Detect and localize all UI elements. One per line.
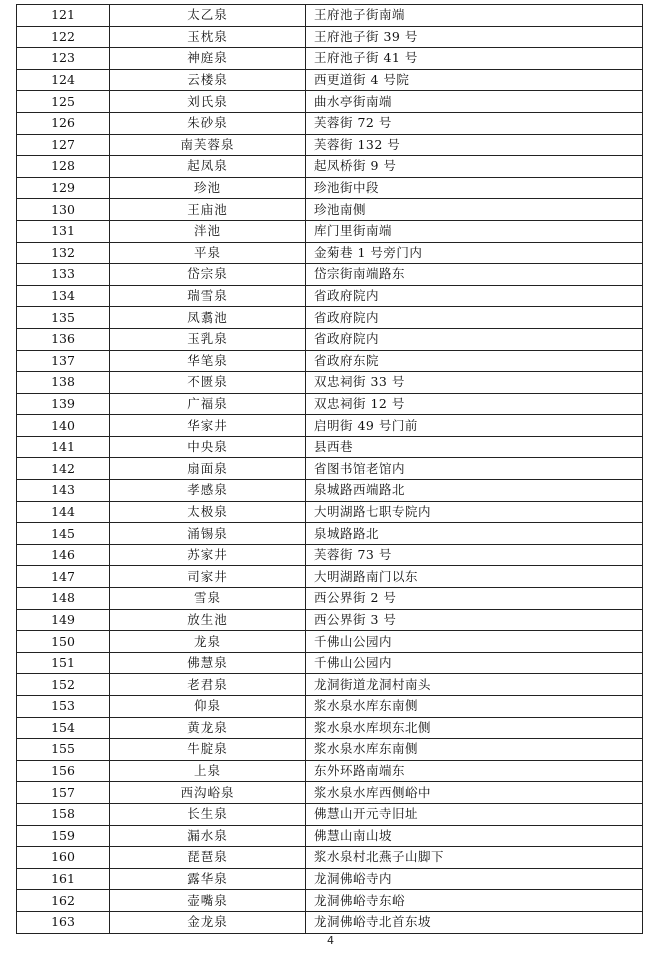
table-row bbox=[17, 393, 643, 415]
spring-location-cell: 泉城路路北 bbox=[306, 523, 643, 545]
spring-name-cell: 南芙蓉泉 bbox=[110, 134, 306, 156]
spring-location-cell: 县西巷 bbox=[306, 436, 643, 458]
row-number-cell: 144 bbox=[17, 501, 110, 523]
row-number-cell: 155 bbox=[17, 739, 110, 761]
spring-name-cell: 云楼泉 bbox=[110, 69, 306, 91]
table-row bbox=[17, 350, 643, 372]
spring-location-cell: 芙蓉街 72 号 bbox=[306, 112, 643, 134]
table-row bbox=[17, 242, 643, 264]
row-number-cell: 147 bbox=[17, 566, 110, 588]
spring-location-cell: 佛慧山南山坡 bbox=[306, 825, 643, 847]
row-number-cell: 145 bbox=[17, 523, 110, 545]
spring-name-cell: 放生池 bbox=[110, 609, 306, 631]
row-number-cell: 131 bbox=[17, 220, 110, 242]
row-number-cell: 126 bbox=[17, 112, 110, 134]
table-row bbox=[17, 631, 643, 653]
spring-name-cell: 太极泉 bbox=[110, 501, 306, 523]
table-row bbox=[17, 911, 643, 933]
row-number-cell: 157 bbox=[17, 782, 110, 804]
row-number-cell: 163 bbox=[17, 911, 110, 933]
spring-location-cell: 省政府院内 bbox=[306, 307, 643, 329]
row-number-cell: 149 bbox=[17, 609, 110, 631]
spring-location-cell: 龙洞佛峪寺东峪 bbox=[306, 890, 643, 912]
spring-name-cell: 雪泉 bbox=[110, 588, 306, 610]
row-number-cell: 129 bbox=[17, 177, 110, 199]
spring-location-cell: 东外环路南端东 bbox=[306, 760, 643, 782]
table-row bbox=[17, 48, 643, 70]
row-number-cell: 154 bbox=[17, 717, 110, 739]
table-row bbox=[17, 285, 643, 307]
spring-location-cell: 珍池南侧 bbox=[306, 199, 643, 221]
spring-location-cell: 芙蓉街 132 号 bbox=[306, 134, 643, 156]
spring-location-cell: 浆水泉水库东南侧 bbox=[306, 696, 643, 718]
row-number-cell: 150 bbox=[17, 631, 110, 653]
table-row bbox=[17, 501, 643, 523]
row-number-cell: 124 bbox=[17, 69, 110, 91]
row-number-cell: 156 bbox=[17, 760, 110, 782]
spring-name-cell: 壶嘴泉 bbox=[110, 890, 306, 912]
row-number-cell: 146 bbox=[17, 544, 110, 566]
spring-location-cell: 龙洞佛峪寺内 bbox=[306, 868, 643, 890]
spring-name-cell: 王庙池 bbox=[110, 199, 306, 221]
table-row bbox=[17, 652, 643, 674]
row-number-cell: 125 bbox=[17, 91, 110, 113]
spring-name-cell: 扇面泉 bbox=[110, 458, 306, 480]
row-number-cell: 134 bbox=[17, 285, 110, 307]
spring-location-cell: 大明湖路七职专院内 bbox=[306, 501, 643, 523]
table-row bbox=[17, 458, 643, 480]
page-number: 4 bbox=[327, 934, 334, 947]
spring-location-cell: 省图书馆老馆内 bbox=[306, 458, 643, 480]
spring-list-table bbox=[16, 4, 643, 934]
row-number-cell: 142 bbox=[17, 458, 110, 480]
spring-location-cell: 西公界街 3 号 bbox=[306, 609, 643, 631]
row-number-cell: 160 bbox=[17, 847, 110, 869]
table-row bbox=[17, 480, 643, 502]
spring-name-cell: 西沟峪泉 bbox=[110, 782, 306, 804]
row-number-cell: 122 bbox=[17, 26, 110, 48]
spring-location-cell: 大明湖路南门以东 bbox=[306, 566, 643, 588]
table-row bbox=[17, 782, 643, 804]
spring-name-cell: 黄龙泉 bbox=[110, 717, 306, 739]
row-number-cell: 158 bbox=[17, 803, 110, 825]
table-row bbox=[17, 264, 643, 286]
spring-name-cell: 起凤泉 bbox=[110, 156, 306, 178]
spring-name-cell: 瑞雪泉 bbox=[110, 285, 306, 307]
table-row bbox=[17, 199, 643, 221]
spring-name-cell: 琵琶泉 bbox=[110, 847, 306, 869]
table-row bbox=[17, 696, 643, 718]
spring-location-cell: 省政府院内 bbox=[306, 285, 643, 307]
spring-name-cell: 玉乳泉 bbox=[110, 328, 306, 350]
spring-location-cell: 王府池子街 41 号 bbox=[306, 48, 643, 70]
row-number-cell: 141 bbox=[17, 436, 110, 458]
spring-name-cell: 广福泉 bbox=[110, 393, 306, 415]
table-row bbox=[17, 91, 643, 113]
table-row bbox=[17, 739, 643, 761]
spring-name-cell: 神庭泉 bbox=[110, 48, 306, 70]
spring-name-cell: 司家井 bbox=[110, 566, 306, 588]
spring-location-cell: 千佛山公园内 bbox=[306, 631, 643, 653]
table-row bbox=[17, 134, 643, 156]
row-number-cell: 135 bbox=[17, 307, 110, 329]
spring-name-cell: 华笔泉 bbox=[110, 350, 306, 372]
spring-location-cell: 王府池子街 39 号 bbox=[306, 26, 643, 48]
spring-list-body bbox=[17, 5, 643, 934]
table-row bbox=[17, 436, 643, 458]
row-number-cell: 152 bbox=[17, 674, 110, 696]
table-row bbox=[17, 760, 643, 782]
table-row bbox=[17, 609, 643, 631]
table-row bbox=[17, 868, 643, 890]
spring-name-cell: 老君泉 bbox=[110, 674, 306, 696]
table-row bbox=[17, 220, 643, 242]
table-row bbox=[17, 566, 643, 588]
spring-name-cell: 刘氏泉 bbox=[110, 91, 306, 113]
spring-name-cell: 佛慧泉 bbox=[110, 652, 306, 674]
spring-location-cell: 双忠祠街 33 号 bbox=[306, 372, 643, 394]
row-number-cell: 132 bbox=[17, 242, 110, 264]
spring-name-cell: 龙泉 bbox=[110, 631, 306, 653]
table-row bbox=[17, 372, 643, 394]
spring-location-cell: 浆水泉水库东南侧 bbox=[306, 739, 643, 761]
row-number-cell: 139 bbox=[17, 393, 110, 415]
table-row bbox=[17, 328, 643, 350]
spring-location-cell: 启明街 49 号门前 bbox=[306, 415, 643, 437]
spring-name-cell: 苏家井 bbox=[110, 544, 306, 566]
spring-location-cell: 库门里街南端 bbox=[306, 220, 643, 242]
spring-location-cell: 芙蓉街 73 号 bbox=[306, 544, 643, 566]
spring-name-cell: 上泉 bbox=[110, 760, 306, 782]
table-row bbox=[17, 674, 643, 696]
table-row bbox=[17, 112, 643, 134]
table-row bbox=[17, 415, 643, 437]
spring-location-cell: 双忠祠街 12 号 bbox=[306, 393, 643, 415]
row-number-cell: 159 bbox=[17, 825, 110, 847]
spring-location-cell: 西更道街 4 号院 bbox=[306, 69, 643, 91]
table-row bbox=[17, 5, 643, 27]
spring-name-cell: 华家井 bbox=[110, 415, 306, 437]
row-number-cell: 153 bbox=[17, 696, 110, 718]
spring-name-cell: 泮池 bbox=[110, 220, 306, 242]
table-row bbox=[17, 156, 643, 178]
spring-location-cell: 泉城路西端路北 bbox=[306, 480, 643, 502]
spring-name-cell: 漏水泉 bbox=[110, 825, 306, 847]
table-row bbox=[17, 890, 643, 912]
spring-location-cell: 金菊巷 1 号旁门内 bbox=[306, 242, 643, 264]
table-row bbox=[17, 307, 643, 329]
spring-name-cell: 珍池 bbox=[110, 177, 306, 199]
spring-name-cell: 露华泉 bbox=[110, 868, 306, 890]
row-number-cell: 143 bbox=[17, 480, 110, 502]
row-number-cell: 140 bbox=[17, 415, 110, 437]
row-number-cell: 136 bbox=[17, 328, 110, 350]
row-number-cell: 123 bbox=[17, 48, 110, 70]
spring-name-cell: 长生泉 bbox=[110, 803, 306, 825]
spring-location-cell: 西公界街 2 号 bbox=[306, 588, 643, 610]
row-number-cell: 133 bbox=[17, 264, 110, 286]
spring-name-cell: 玉枕泉 bbox=[110, 26, 306, 48]
row-number-cell: 137 bbox=[17, 350, 110, 372]
table-row bbox=[17, 177, 643, 199]
spring-location-cell: 浆水泉水库坝东北侧 bbox=[306, 717, 643, 739]
spring-name-cell: 岱宗泉 bbox=[110, 264, 306, 286]
spring-name-cell: 平泉 bbox=[110, 242, 306, 264]
spring-location-cell: 佛慧山开元寺旧址 bbox=[306, 803, 643, 825]
spring-location-cell: 千佛山公园内 bbox=[306, 652, 643, 674]
spring-location-cell: 省政府东院 bbox=[306, 350, 643, 372]
spring-name-cell: 不匮泉 bbox=[110, 372, 306, 394]
row-number-cell: 161 bbox=[17, 868, 110, 890]
spring-location-cell: 珍池街中段 bbox=[306, 177, 643, 199]
spring-location-cell: 起凤桥街 9 号 bbox=[306, 156, 643, 178]
spring-location-cell: 省政府院内 bbox=[306, 328, 643, 350]
spring-name-cell: 涌锡泉 bbox=[110, 523, 306, 545]
spring-location-cell: 浆水泉水库西侧峪中 bbox=[306, 782, 643, 804]
row-number-cell: 148 bbox=[17, 588, 110, 610]
table-row bbox=[17, 588, 643, 610]
table-row bbox=[17, 523, 643, 545]
spring-name-cell: 孝感泉 bbox=[110, 480, 306, 502]
row-number-cell: 130 bbox=[17, 199, 110, 221]
table-row bbox=[17, 26, 643, 48]
spring-name-cell: 牛腚泉 bbox=[110, 739, 306, 761]
row-number-cell: 138 bbox=[17, 372, 110, 394]
spring-name-cell: 朱砂泉 bbox=[110, 112, 306, 134]
table-row bbox=[17, 544, 643, 566]
spring-location-cell: 龙洞佛峪寺北首东坡 bbox=[306, 911, 643, 933]
spring-name-cell: 金龙泉 bbox=[110, 911, 306, 933]
row-number-cell: 151 bbox=[17, 652, 110, 674]
table-row bbox=[17, 717, 643, 739]
spring-location-cell: 龙洞街道龙洞村南头 bbox=[306, 674, 643, 696]
row-number-cell: 162 bbox=[17, 890, 110, 912]
table-row bbox=[17, 803, 643, 825]
spring-location-cell: 岱宗街南端路东 bbox=[306, 264, 643, 286]
spring-name-cell: 太乙泉 bbox=[110, 5, 306, 27]
table-row bbox=[17, 825, 643, 847]
row-number-cell: 121 bbox=[17, 5, 110, 27]
spring-location-cell: 浆水泉村北燕子山脚下 bbox=[306, 847, 643, 869]
table-row bbox=[17, 847, 643, 869]
spring-location-cell: 王府池子街南端 bbox=[306, 5, 643, 27]
spring-name-cell: 仰泉 bbox=[110, 696, 306, 718]
spring-name-cell: 中央泉 bbox=[110, 436, 306, 458]
row-number-cell: 128 bbox=[17, 156, 110, 178]
table-row bbox=[17, 69, 643, 91]
row-number-cell: 127 bbox=[17, 134, 110, 156]
spring-location-cell: 曲水亭街南端 bbox=[306, 91, 643, 113]
spring-name-cell: 凤翥池 bbox=[110, 307, 306, 329]
